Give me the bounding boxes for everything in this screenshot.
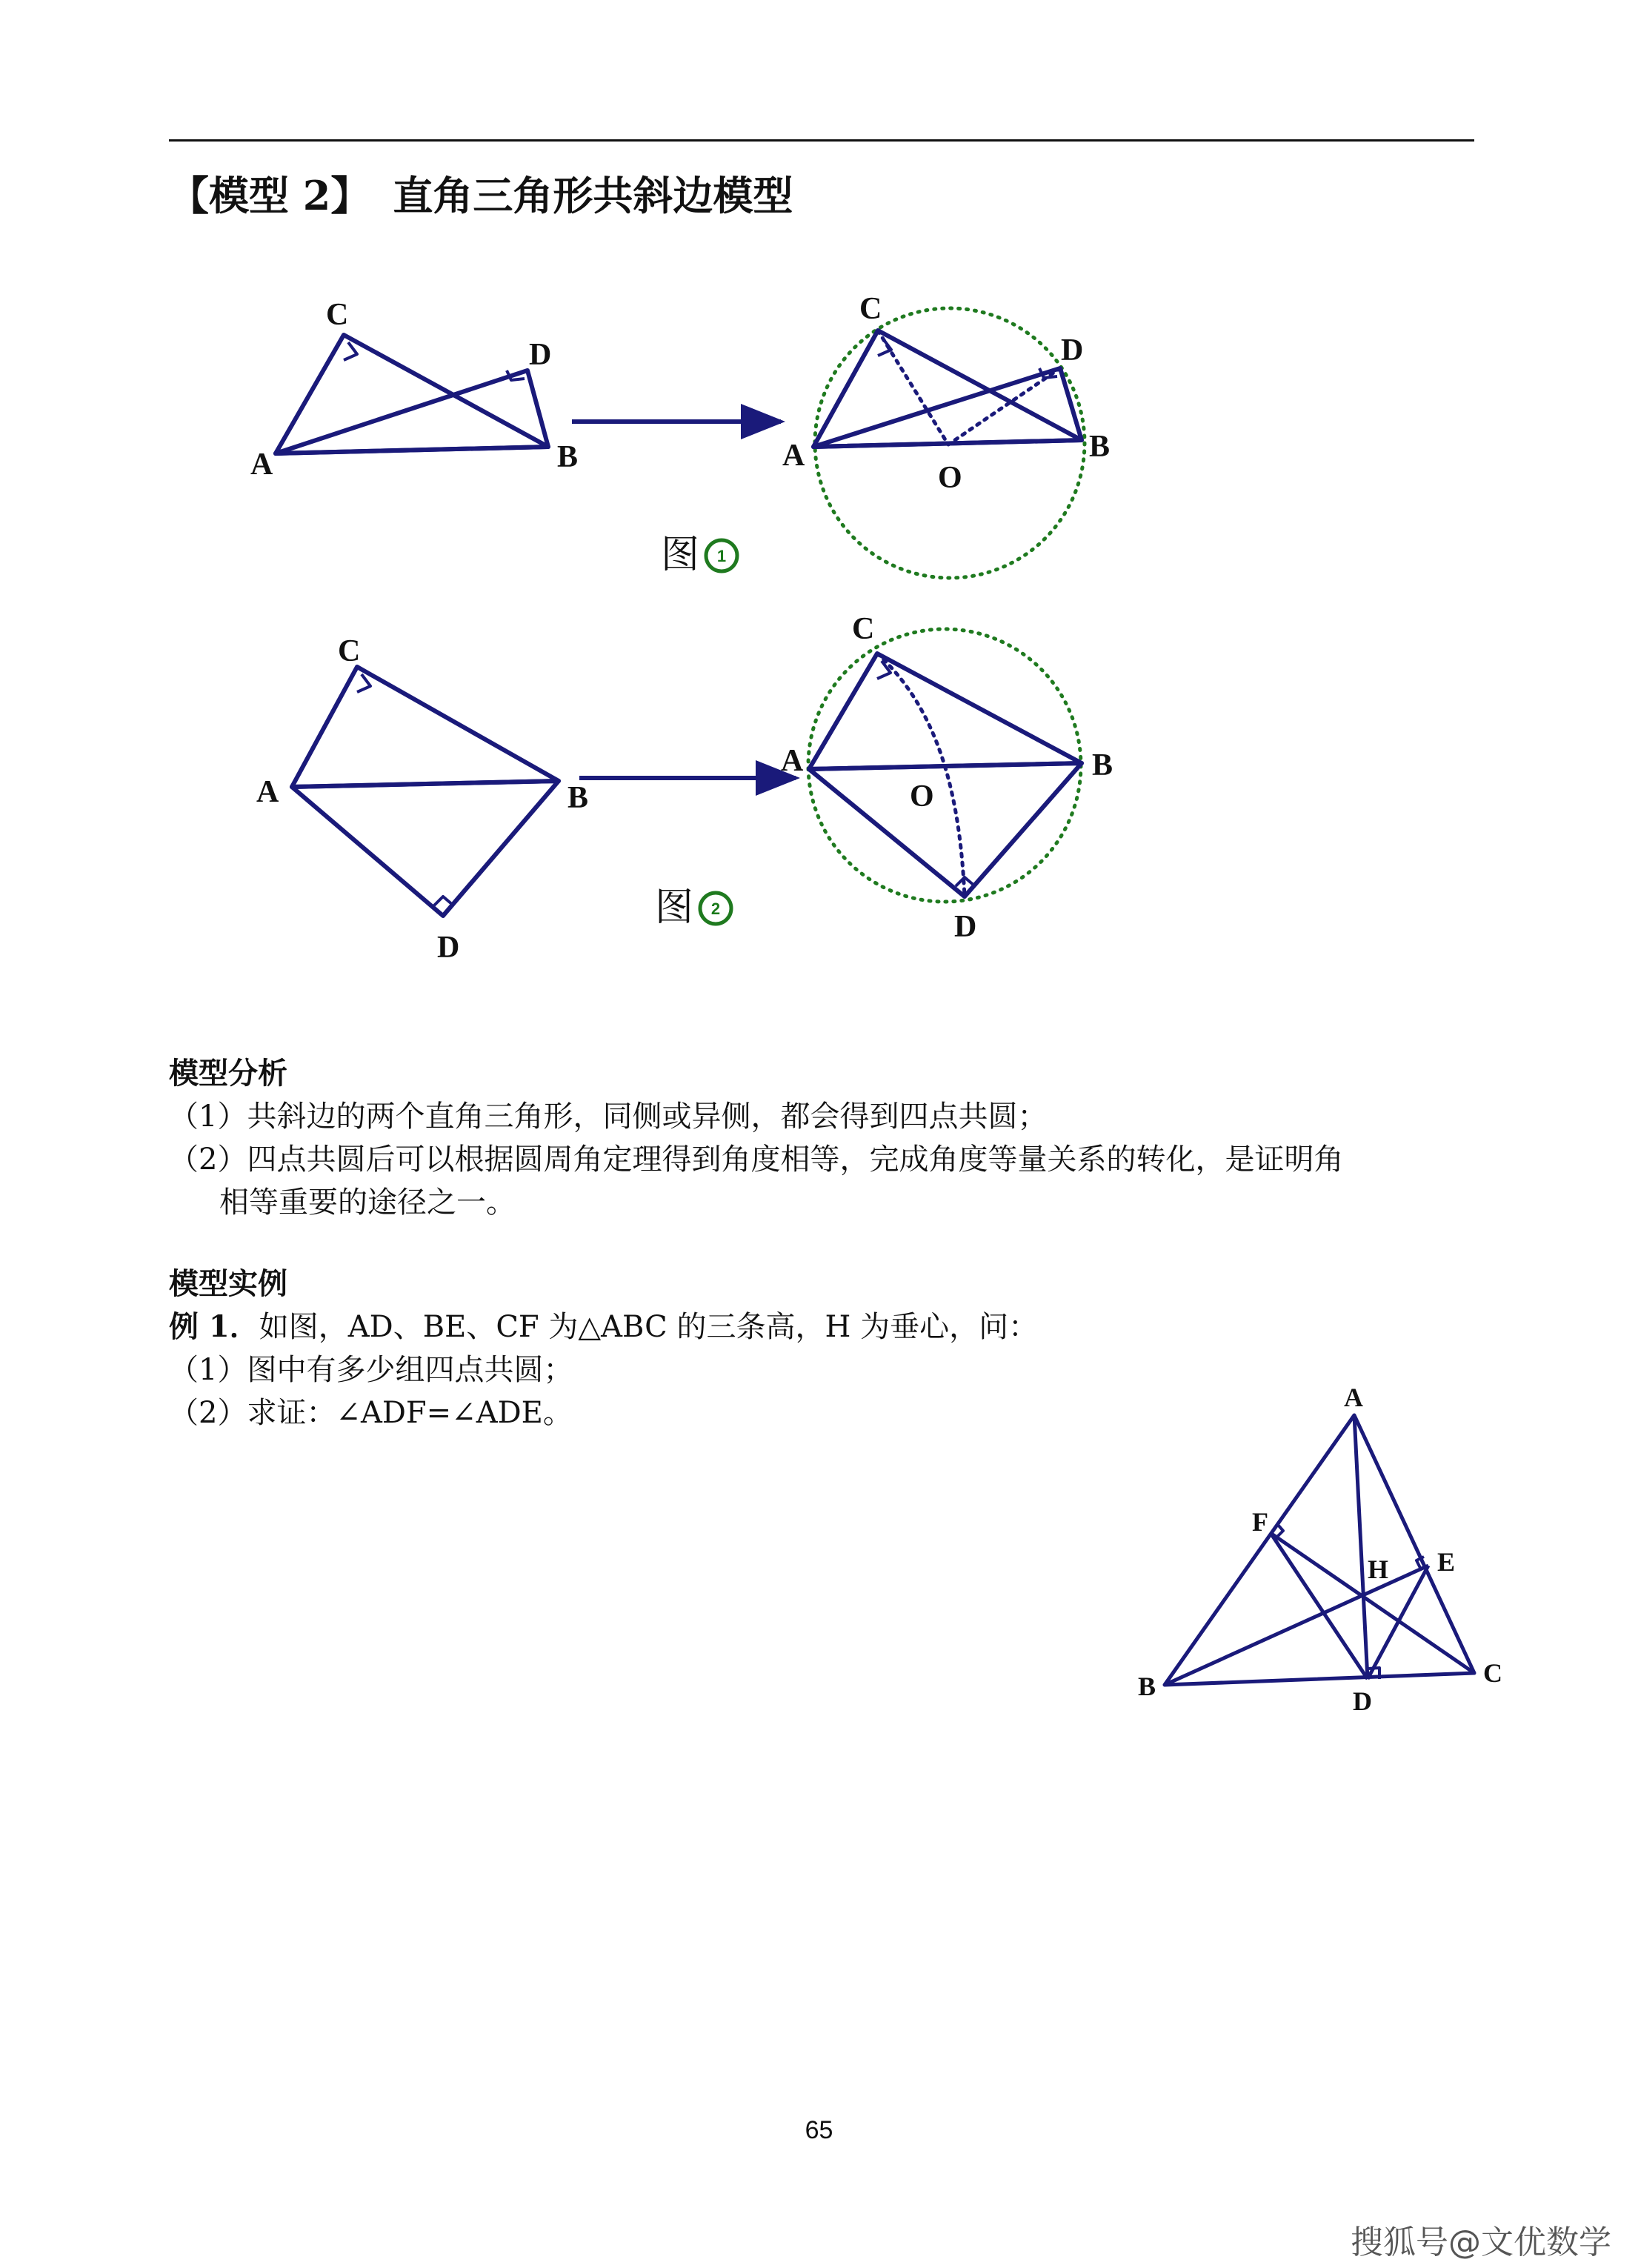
fig2-right-triangle-acb: [809, 654, 1082, 769]
fig3-triangle-abc: [1165, 1415, 1474, 1685]
analysis-section: [169, 1052, 1343, 1224]
fig2-left-label-b: B: [567, 781, 589, 815]
fig1-left-right-angle-c: [344, 342, 357, 360]
fig1-caption-prefix: 图: [661, 533, 700, 577]
fig2-caption-number: 2: [710, 899, 721, 918]
fig1-right-right-angle-d: [1039, 368, 1057, 378]
fig3-label-a: A: [1344, 1383, 1363, 1412]
fig1-right-diagram: [813, 330, 1082, 447]
fig1-right-label-d: D: [1061, 333, 1084, 368]
fig3-label-c: C: [1483, 1658, 1502, 1688]
fig2-right-right-angle-d: [956, 877, 975, 886]
fig1-right-triangle-acb: [813, 330, 1082, 447]
fig2-right-dotted-cd: [877, 654, 965, 897]
fig2-caption: [655, 885, 731, 930]
fig1-left-label-b: B: [557, 440, 579, 474]
example-prompt-line: [169, 1306, 1038, 1349]
fig2-left-right-angle-c: [357, 674, 370, 692]
fig2-left-label-c: C: [338, 634, 361, 668]
analysis-item-2-line-1: （2）四点共圆后可以根据圆周角定理得到角度相等，完成角度等量关系的转化，是证明角: [169, 1143, 1344, 1177]
example-prompt: 如图，AD、BE、CF 为△ABC 的三条高，H 为垂心，问：: [259, 1310, 1039, 1344]
example-title: 模型实例: [169, 1266, 287, 1301]
fig3-label-h: H: [1368, 1554, 1389, 1584]
fig2-caption-circle: [700, 893, 731, 924]
fig2-right-right-angle-c: [877, 661, 890, 679]
fig1-left-diagram: [276, 335, 548, 453]
fig2-right-label-o: O: [910, 779, 934, 814]
fig1-right-label-a: A: [782, 439, 805, 473]
fig3-label-f: F: [1252, 1507, 1268, 1537]
analysis-item-2-line-2: 相等重要的途径之一。: [219, 1185, 516, 1220]
fig1-left-triangle-adb: [276, 370, 548, 453]
analysis-title: 模型分析: [169, 1056, 287, 1091]
example-label: 例 1．: [169, 1309, 259, 1344]
fig3-segment-fd: [1271, 1533, 1368, 1679]
heading-bracket-title: 【模型 2】: [169, 172, 371, 219]
fig1-right-label-o: O: [938, 461, 962, 495]
fig2-right-diagram: [809, 654, 1082, 897]
fig3-label-d: D: [1353, 1686, 1372, 1716]
fig2-left-triangle-adb: [292, 781, 559, 916]
example-question-2: （2）求证：∠ADF=∠ADE。: [169, 1396, 573, 1430]
fig2-left-right-angle-d: [434, 897, 453, 905]
fig1-left-label-d: D: [529, 338, 552, 372]
fig2-caption-prefix: 图: [655, 885, 694, 930]
fig2-right-label-d: D: [954, 910, 977, 944]
fig3-segment-ed: [1368, 1566, 1428, 1679]
heading-title: 直角三角形共斜边模型: [393, 172, 793, 219]
fig2-right-label-a: A: [781, 744, 804, 778]
fig1-right-median-lines: [878, 330, 1060, 445]
top-rule: [169, 139, 1474, 142]
fig1-caption-number: 1: [716, 547, 727, 565]
analysis-item-1: （1）共斜边的两个直角三角形，同侧或异侧，都会得到四点共圆；: [169, 1100, 1048, 1134]
fig1-right-label-b: B: [1089, 430, 1111, 464]
fig1-right-label-c: C: [859, 292, 882, 326]
fig3-diagram: [1165, 1415, 1474, 1685]
fig2-left-label-a: A: [256, 775, 279, 809]
fig3-altitude-be: [1165, 1566, 1428, 1685]
page-number: 65: [805, 2116, 833, 2144]
fig1-left-triangle-acb: [276, 335, 548, 453]
example-question-1: （1）图中有多少组四点共圆；: [169, 1353, 573, 1387]
fig3-right-angle-e: [1416, 1557, 1424, 1569]
fig1-right-right-angle-c: [878, 338, 891, 356]
fig3-altitude-ad: [1354, 1415, 1368, 1679]
fig3-label-b: B: [1138, 1672, 1156, 1701]
fig1-caption: [661, 533, 737, 577]
example-section: [169, 1263, 1038, 1434]
page-heading: [169, 164, 793, 222]
fig2-left-triangle-acb: [292, 667, 559, 787]
fig2-left-label-d: D: [437, 931, 460, 965]
fig1-right-circle: [815, 308, 1085, 578]
fig1-left-label-c: C: [326, 298, 349, 332]
fig2-right-label-c: C: [852, 612, 875, 646]
fig2-right-label-b: B: [1092, 748, 1113, 782]
watermark: 搜狐号@文优数学: [1351, 2224, 1611, 2261]
fig3-label-e: E: [1437, 1547, 1456, 1577]
fig1-left-right-angle-d: [507, 370, 525, 380]
fig3-altitude-cf: [1271, 1533, 1474, 1673]
fig2-left-diagram: [292, 667, 559, 916]
fig2-right-triangle-adb: [809, 763, 1082, 897]
fig3-right-angle-d: [1368, 1668, 1379, 1679]
fig1-caption-circle: [706, 540, 737, 571]
fig2-right-circle: [808, 629, 1081, 902]
fig1-left-label-a: A: [250, 448, 273, 482]
fig3-right-angle-f: [1276, 1525, 1283, 1538]
fig1-right-triangle-adb: [813, 368, 1082, 447]
